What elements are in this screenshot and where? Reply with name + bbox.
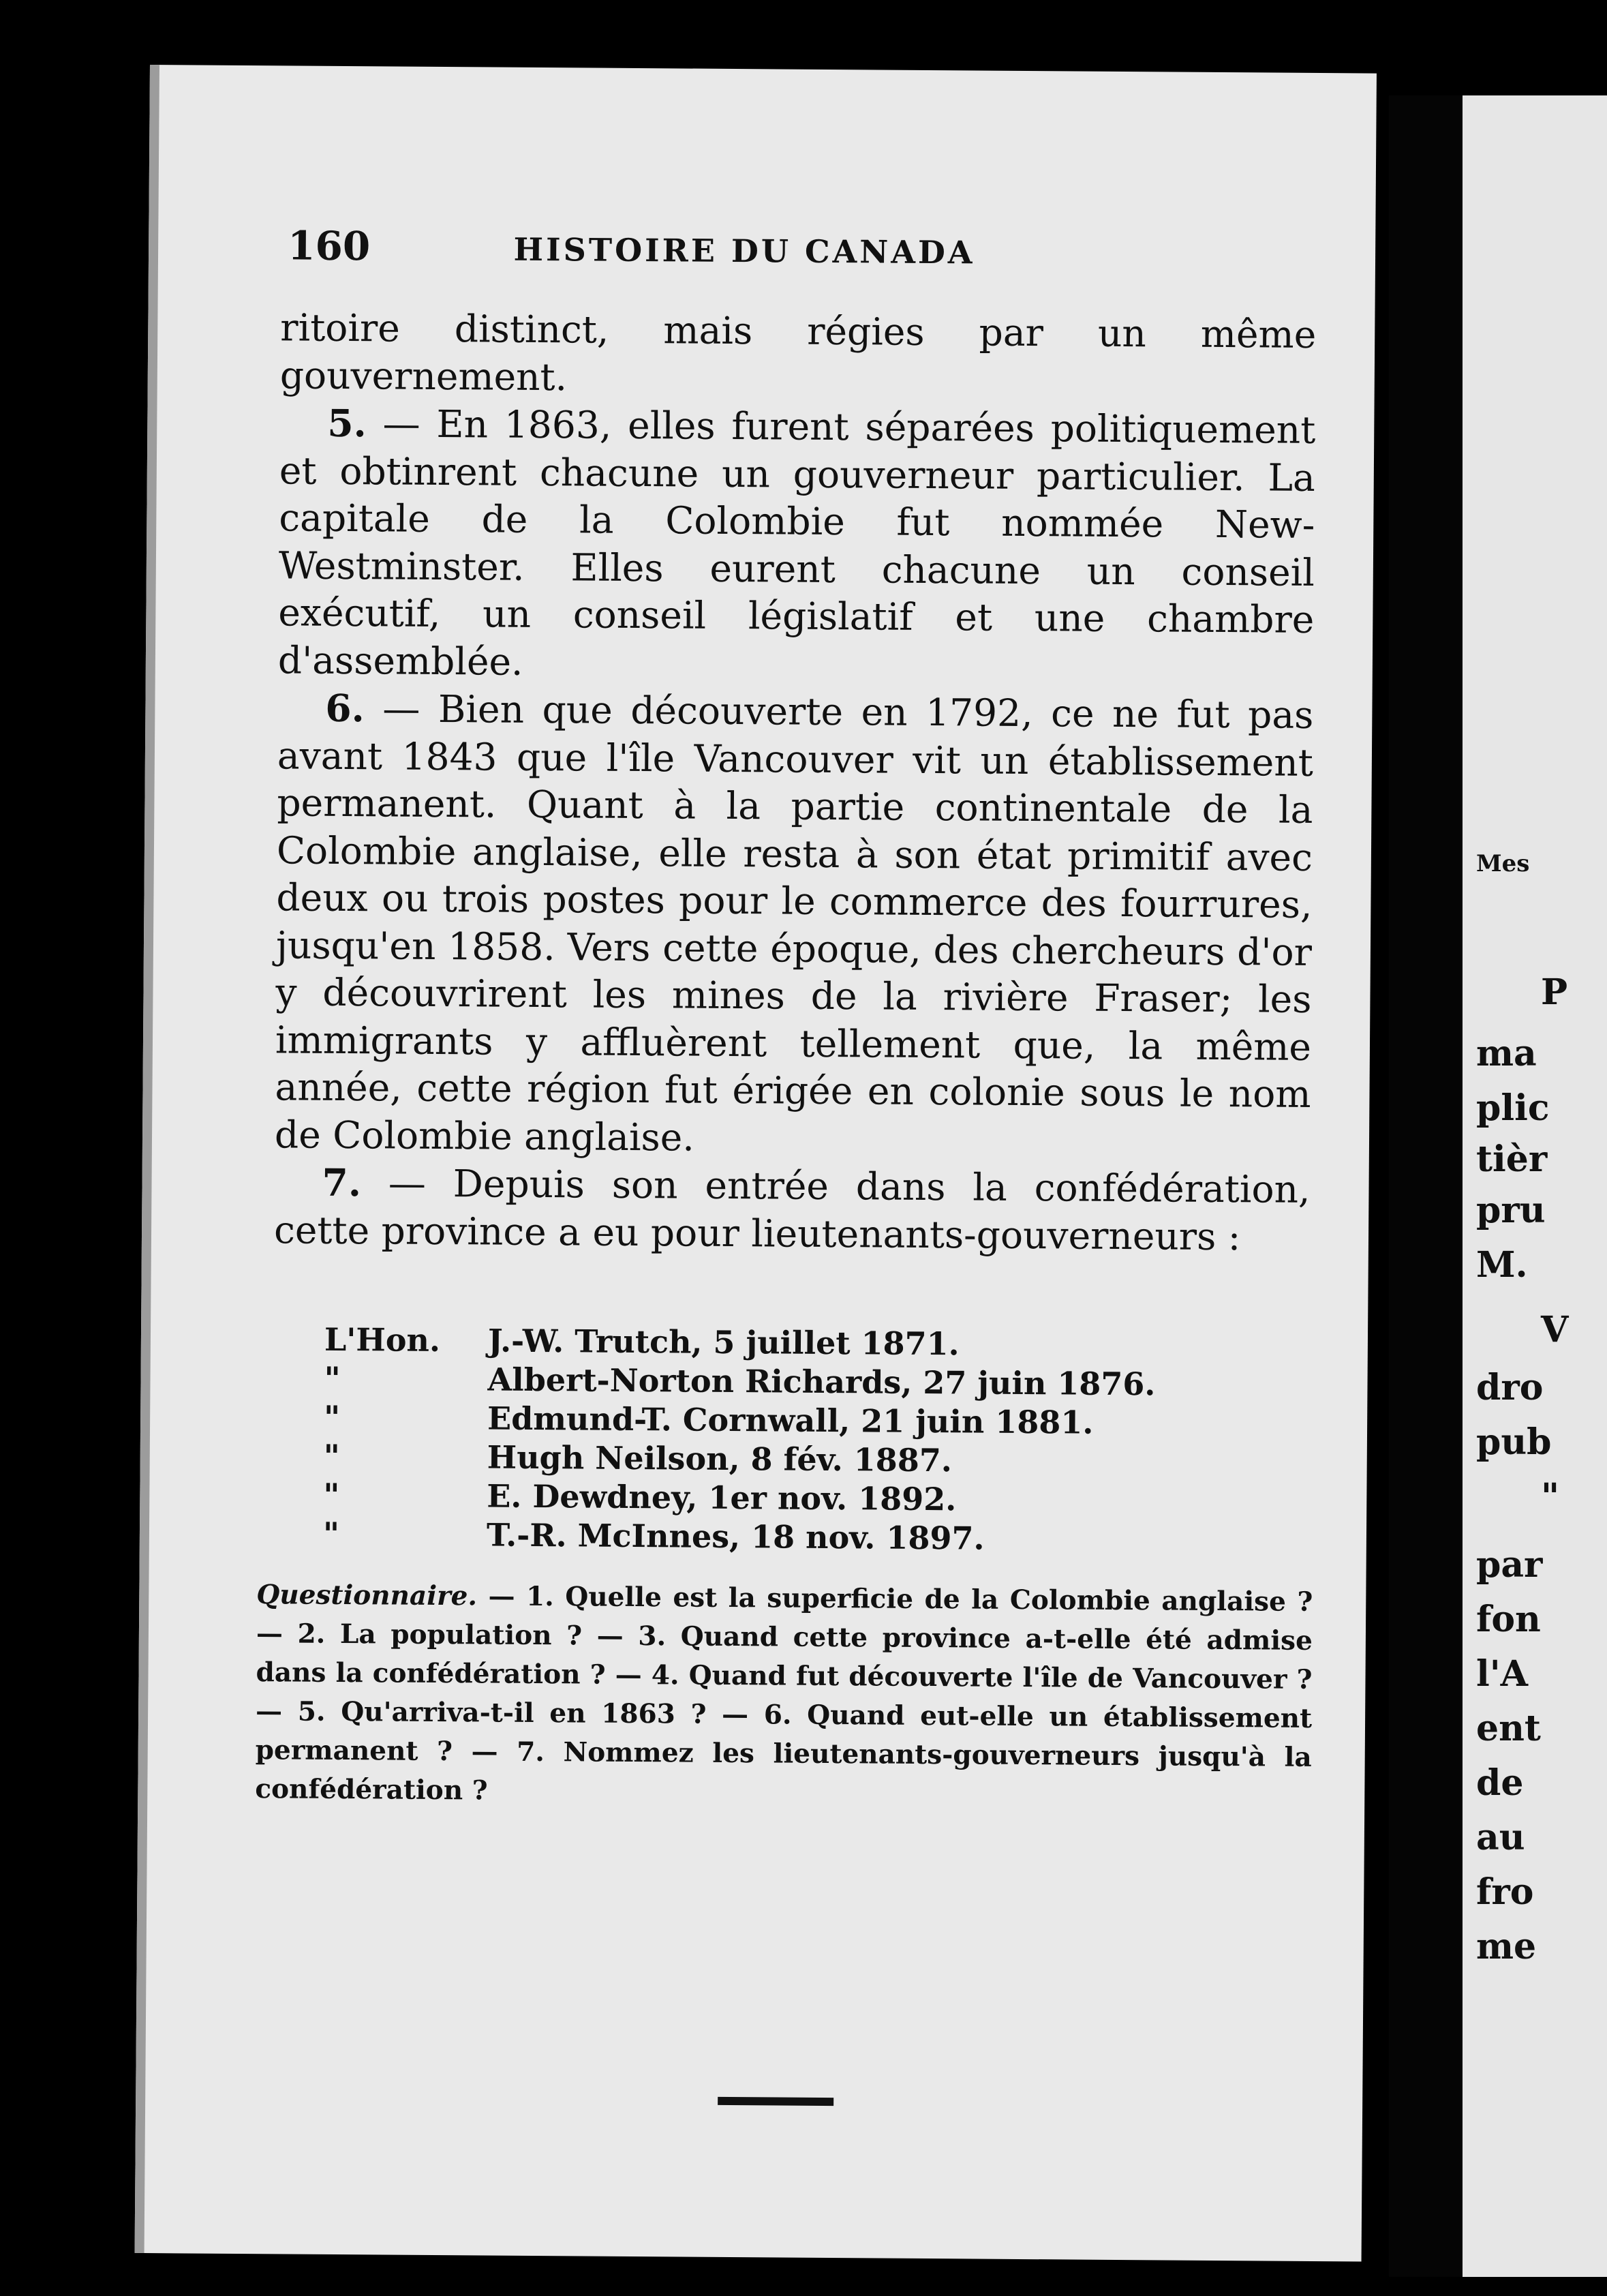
right-fragment: ma [1476,1033,1537,1074]
governor-entry: " T.-R. McInnes, 18 nov. 1897. [322,1515,985,1557]
right-fragment: Mes [1476,850,1530,877]
right-fragment: fon [1476,1599,1541,1640]
right-fragment: tièr [1476,1138,1548,1180]
questionnaire-text: — 1. Quelle est la superficie de la Colombie anglaise ? — 2. La population ? — 3. Quand cette province a-t-elle été admise dans la confédération ? — 4. Quand fut découverte l'île de Vancouver ? — 5. Qu'arriva-t-il en 1863 ? — 6. Quand eut-elle un établissement permanent ? — 7. Nommez les lieutenants-gouverneurs jusqu'à la confédération ? [255,1580,1313,1807]
paragraph-number: 7. [322,1160,362,1205]
paragraph-number: 6. [325,685,365,731]
governor-entry: " E. Dewdney, 1er nov. 1892. [323,1476,957,1518]
right-fragment: l'A [1476,1653,1529,1695]
right-fragment: me [1476,1926,1537,1967]
right-fragment: dro [1476,1367,1544,1408]
running-title: HISTOIRE DU CANADA [513,230,975,271]
right-fragment: au [1476,1817,1525,1858]
governor-entry: " Edmund-T. Cornwall, 21 juin 1881. [323,1398,1094,1441]
page-header [288,222,1202,290]
right-fragment: ent [1476,1708,1541,1749]
questionnaire-label: Questionnaire. [256,1579,478,1612]
right-fragment: pru [1476,1190,1546,1231]
right-fragment: pub [1476,1421,1552,1463]
governor-entry: " Albert-Norton Richards, 27 juin 1876. [324,1359,1156,1403]
right-fragment: P [1541,971,1568,1013]
paragraph-5: 5. — En 1863, elles furent séparées politiquement et obtinrent chacune un gouverneur particulier. La capitale de la Colombie fut nommée New-Westminster. Elles eurent chacune un conseil exécutif, un conseil législatif et une chambre d'assemblée. [277,400,1316,684]
page-gutter [1389,95,1464,2277]
questionnaire [255,1575,1313,1816]
page-number: 160 [287,222,371,270]
paragraph-7: 7. — Depuis son entrée dans la confédération, cette province a eu pour lieutenants-gouverneurs : [273,1160,1311,1258]
left-page [135,65,1377,2261]
right-fragment: par [1476,1544,1543,1586]
paragraph-continued: ritoire distinct, mais régies par un même gouvernement. [279,305,1317,399]
right-fragment: fro [1476,1871,1534,1913]
end-rule [718,2097,833,2106]
paragraph-6: 6. — Bien que découverte en 1792, ce ne fut pas avant 1843 que l'île Vancouver vit un établissement permanent. Quant à la partie continentale de la Colombie anglaise, elle resta à son état primitif avec deux ou trois postes pour le commerce des fourrures, jusqu'en 1858. Vers cette époque, des chercheurs d'or y découvrirent les mines de la rivière Fraser; les immigrants y affluèrent tellement que, la même année, cette région fut érigée en colonie sous le nom de Colombie anglaise. [274,685,1314,1160]
right-page-fragment [1463,95,1607,2277]
governors-list [323,1320,1292,1560]
right-fragment: V [1541,1309,1569,1350]
paragraph-number: 5. [327,400,367,446]
governor-entry: L'Hon. J.-W. Trutch, 5 juillet 1871. [324,1320,960,1363]
right-fragment: plic [1476,1087,1550,1129]
governor-entry: " Hugh Neilson, 8 fév. 1887. [323,1437,953,1479]
right-fragment: de [1476,1762,1524,1804]
body-text [274,304,1317,1261]
right-fragment: " [1541,1476,1560,1517]
right-fragment: M. [1476,1244,1528,1286]
